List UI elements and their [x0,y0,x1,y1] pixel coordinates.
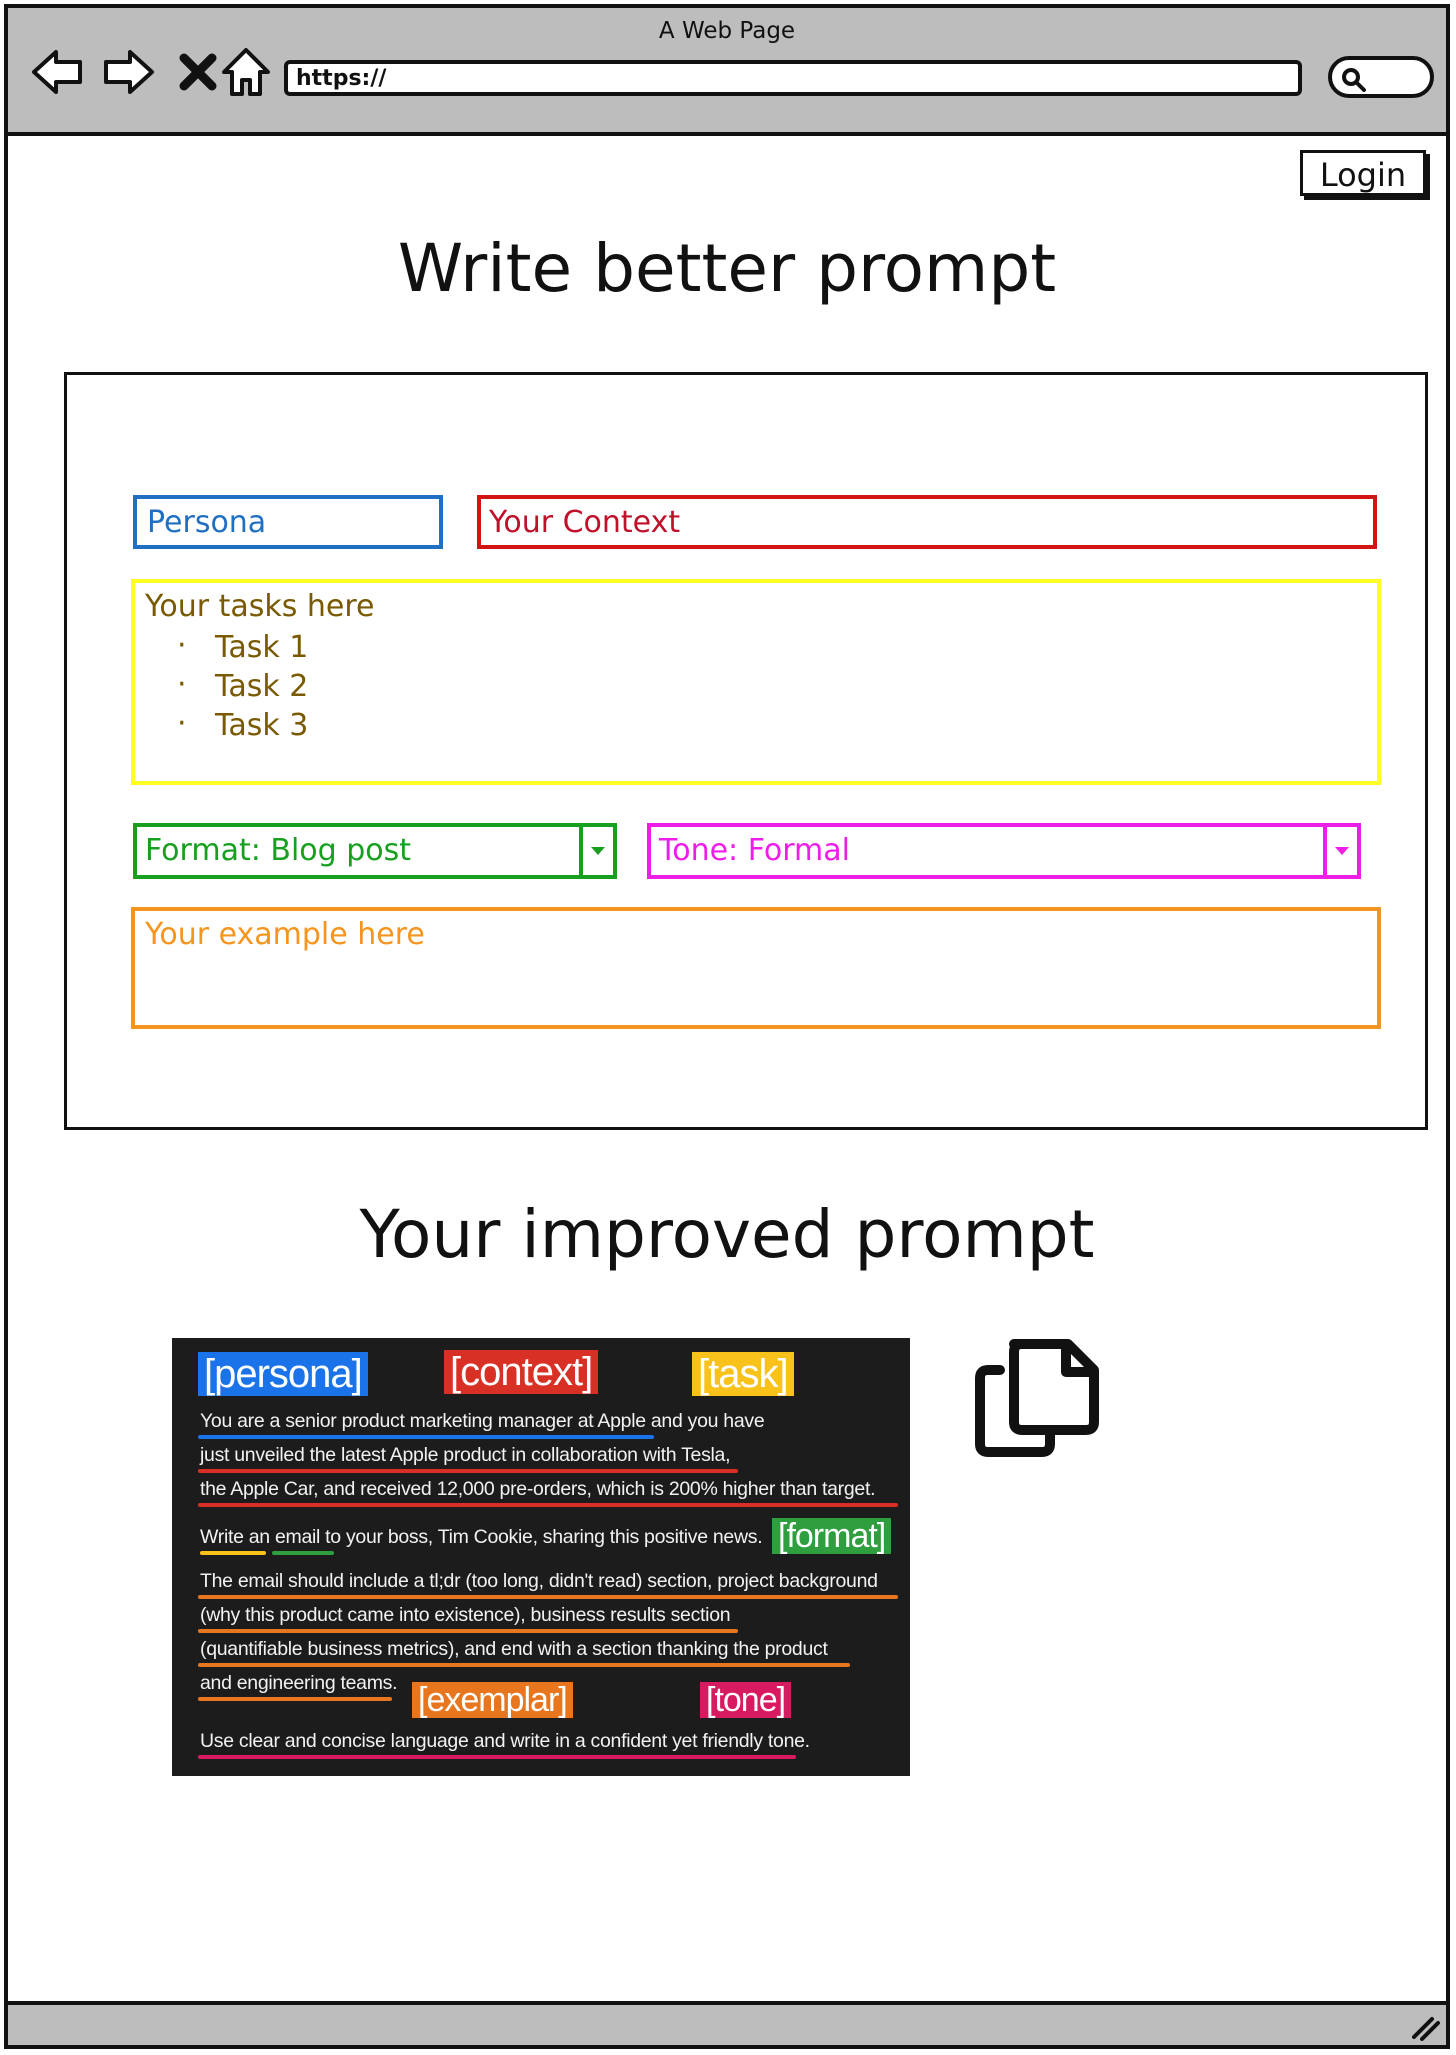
persona-underline [198,1435,654,1439]
task-item: · Task 2 [215,667,1377,706]
context-tag: [context] [444,1350,598,1394]
context-underline [198,1503,898,1507]
exemplar-underline [198,1595,898,1599]
format-select[interactable] [133,823,617,879]
home-icon[interactable] [218,44,274,100]
exemplar-tag: [exemplar] [412,1682,573,1718]
login-button[interactable]: Login [1300,150,1426,196]
copy-icon[interactable] [974,1334,1100,1460]
forward-arrow-icon[interactable] [100,44,156,100]
prompt-line: Use clear and concise language and write in a confident yet friendly tone. [200,1730,810,1752]
tone-tag: [tone] [700,1682,791,1718]
tone-underline [198,1755,796,1759]
context-input[interactable]: Your Context [477,495,1377,549]
exemplar-underline [198,1697,392,1701]
improved-prompt-image [172,1338,910,1776]
context-underline [198,1469,738,1473]
persona-tag: [persona] [198,1352,368,1396]
tone-dropdown-arrow[interactable] [1323,827,1357,875]
task-item: · Task 1 [215,628,1377,667]
prompt-line: the Apple Car, and received 12,000 pre-orders, which is 200% higher than target. [200,1478,876,1500]
page-title: Write better prompt [397,230,1057,307]
example-textarea[interactable]: Your example here [131,907,1381,1029]
tasks-list [145,628,1377,745]
url-bar[interactable]: https:// [284,60,1302,96]
browser-status-bar [8,2001,1446,2045]
chevron-down-icon [590,846,606,856]
exemplar-underline [198,1629,738,1633]
magnifier-icon [1340,66,1368,94]
back-arrow-icon[interactable] [30,44,86,100]
exemplar-underline [198,1663,850,1667]
persona-input[interactable]: Persona [133,495,443,549]
tasks-textarea[interactable] [131,579,1381,785]
prompt-line: (why this product came into existence), business results section [200,1604,731,1626]
browser-toolbar [8,8,1446,136]
window-title: A Web Page [658,18,796,44]
prompt-line: and engineering teams. [200,1672,398,1694]
chevron-down-icon [1334,846,1350,856]
prompt-form-panel [64,372,1428,1130]
format-dropdown-arrow[interactable] [579,827,613,875]
prompt-line: just unveiled the latest Apple product in collaboration with Tesla, [200,1444,731,1466]
tone-select[interactable] [647,823,1361,879]
prompt-line: Write an email to your boss, Tim Cookie, sharing this positive news. [200,1526,763,1548]
format-underline [272,1551,334,1555]
result-title: Your improved prompt [359,1196,1095,1273]
browser-window [4,4,1450,2049]
resize-handle-icon[interactable] [1408,2013,1440,2041]
browser-search-field[interactable] [1328,56,1434,98]
task-tag: [task] [692,1352,794,1396]
prompt-line: The email should include a tl;dr (too long, didn't read) section, project background [200,1570,878,1592]
task-item: · Task 3 [215,706,1377,745]
tone-select-value: Tone: Formal [659,833,850,868]
prompt-line: (quantifiable business metrics), and end with a section thanking the product [200,1638,828,1660]
task-underline [200,1551,266,1555]
tasks-heading: Your tasks here [145,589,375,624]
format-select-value: Format: Blog post [145,833,412,868]
format-tag: [format] [772,1518,891,1554]
prompt-line: You are a senior product marketing manager at Apple and you have [200,1410,765,1432]
